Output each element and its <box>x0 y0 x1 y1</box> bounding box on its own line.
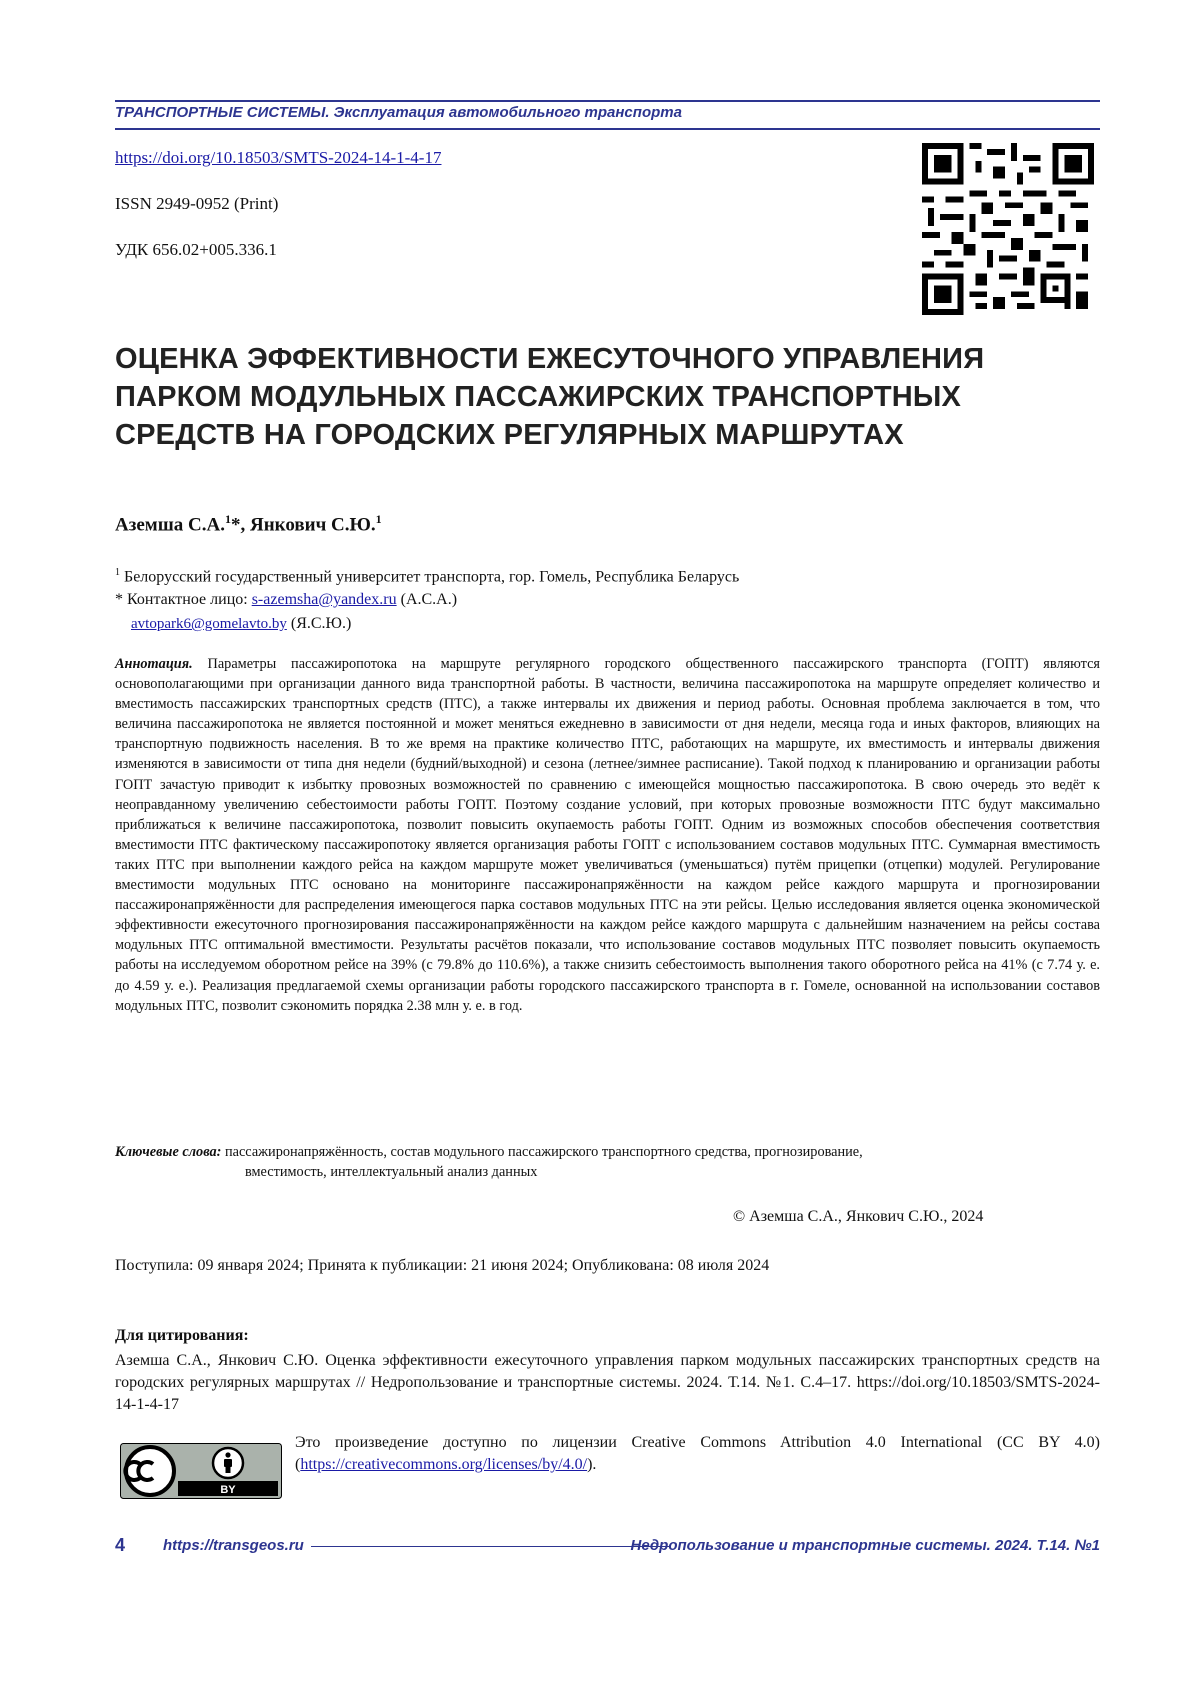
contact-line <box>115 591 457 609</box>
license-suffix: ). <box>587 1456 597 1473</box>
copyright: © Аземша С.А., Янкович С.Ю., 2024 <box>733 1208 984 1225</box>
license-text <box>295 1432 1100 1476</box>
journal-section-header: ТРАНСПОРТНЫЕ СИСТЕМЫ. Эксплуатация автомобильного транспорта <box>115 104 682 121</box>
header-rule-bottom <box>115 128 1100 130</box>
email-2-owner: (Я.С.Ю.) <box>286 615 352 632</box>
license-link[interactable]: https://creativecommons.org/licenses/by/4.0/ <box>300 1456 588 1473</box>
citation-text: Аземша С.А., Янкович С.Ю. Оценка эффективности ежесуточного управления парком модульных пассажирских транспортных средств на городских регулярных маршрутах // Недропользование и транспортные системы. 2024. Т.14. №1. С.4–17. https://doi.org/10.18503/SMTS-2024-14-1-4-17 <box>115 1352 1100 1413</box>
email-link-1[interactable]: s-azemsha@yandex.ru <box>251 591 397 608</box>
keywords <box>115 1142 1100 1182</box>
abstract <box>115 654 1100 1016</box>
authors <box>115 512 382 536</box>
contact-label: * Контактное лицо: <box>115 591 252 608</box>
keywords-label: Ключевые слова: <box>115 1144 222 1160</box>
issn: ISSN 2949-0952 (Print) <box>115 194 279 213</box>
author-2-affiliation-mark: 1 <box>375 512 382 526</box>
page-number: 4 <box>115 1535 126 1555</box>
affiliation-text: Белорусский государственный университет транспорта, гор. Гомель, Республика Беларусь <box>120 568 740 586</box>
udk: УДК 656.02+005.336.1 <box>115 240 277 259</box>
header-rule-top <box>115 100 1100 102</box>
cc-badge-label: BY <box>220 1484 236 1496</box>
footer-journal-name: Недропользование и транспортные системы. 2024. Т.14. №1 <box>630 1537 1100 1554</box>
email-1-owner: (А.С.А.) <box>396 591 458 608</box>
abstract-label: Аннотация. <box>115 656 193 672</box>
corresponding-mark: *, <box>230 514 250 536</box>
cc-by-license-icon[interactable] <box>120 1443 282 1499</box>
affiliation <box>115 567 739 586</box>
author-1-affiliation-mark: 1 <box>224 512 231 526</box>
author-2: Янкович С.Ю. <box>249 514 376 536</box>
doi-line <box>115 148 441 168</box>
contact-line-2 <box>131 615 351 633</box>
license-statement: Это произведение доступно по лицензии Creative Commons Attribution 4.0 International (CC BY 4.0) ( <box>295 1434 1100 1473</box>
doi-link[interactable]: https://doi.org/10.18503/SMTS-2024-14-1-4-17 <box>115 148 442 167</box>
email-link-2[interactable]: avtopark6@gomelavto.by <box>131 616 287 632</box>
page-footer <box>115 1535 1100 1557</box>
footer-site-link[interactable]: https://transgeos.ru <box>163 1537 304 1554</box>
keywords-line-2: вместимость, интеллектуальный анализ данных <box>245 1164 538 1180</box>
affiliation-mark: 1 <box>115 567 120 578</box>
qr-code-icon <box>922 143 1094 315</box>
abstract-text: Параметры пассажиропотока на маршруте регулярного городского общественного пассажирского транспорта (ГОПТ) являются основополагающими при организации данного вида транспортной работы. В частности, величина пассажиропотока на маршруте определяет количество и вместимость пассажирских транспортных средств (ПТС), а также интервалы их движения и период работы. Основная проблема заключается в том, что величина пассажиропотока не является постоянной и может меняться ежедневно в зависимости от дня недели, месяца года и иных факторов, влияющих на транспортную подвижность населения. В то же время на практике количество ПТС, работающих на маршруте, их вместимость и интервалы движения изменяются в зависимости от типа дня недели (будний/выходной) и сезона (летнее/зимнее расписание). Такой подход к планированию и организации работы ГОПТ зачастую приводит к избытку провозных возможностей по сравнению с имеющейся мощностью пассажиропотока. В свою очередь это ведёт к неоправданному увеличению себестоимости работы ГОПТ. Поэтому создание условий, при которых провозные возможности ПТС будут максимально приближаться к величине пассажиропотока, позволит повысить окупаемость работы ГОПТ. Одним из возможных способов обеспечения соответствия вместимости ПТС фактическому пассажиропотоку является организация работы ГОПТ с использованием составов модульных ПТС. Суммарная вместимость таких ПТС при выполнении каждого рейса на каждом маршруте может увеличиваться (уменьшаться) путём прицепки (отцепки) модулей. Регулирование вместимости модульных ПТС основано на мониторинге пассажиронапряжённости на каждом рейсе каждого маршрута и прогнозировании пассажиронапряжённости для распределения имеющегося парка составов модульных ПТС на эти рейсы. Целью исследования является оценка экономической эффективности ежесуточного прогнозирования пассажиронапряжённости на каждом рейсе каждого маршрута с дальнейшим назначением на рейсы состава модульных ПТС оптимальной вместимости. Результаты расчётов показали, что использование составов модульных ПТС позволяет повысить окупаемость работы на исследуемом оборотном рейсе на 39% (с 79.8% до 110.6%), а также снизить себестоимость выполнения такого оборотного рейса на 41% (с 7.74 у. е. до 4.59 у. е.). Реализация предлагаемой схемы организации работы городского пассажирского транспорта в г. Гомеле, основанной на использовании составов модульных ПТС, позволит сэкономить порядка 2.38 млн у. е. в год. <box>115 656 1100 1014</box>
author-1: Аземша С.А. <box>115 514 225 536</box>
citation-heading: Для цитирования: <box>115 1327 249 1344</box>
footer-rule <box>311 1546 671 1547</box>
keywords-line-1: пассажиронапряжённость, состав модульного пассажирского транспортного средства, прогнозирование, <box>221 1144 863 1160</box>
article-title: ОЦЕНКА ЭФФЕКТИВНОСТИ ЕЖЕСУТОЧНОГО УПРАВЛЕНИЯ ПАРКОМ МОДУЛЬНЫХ ПАССАЖИРСКИХ ТРАНСПОРТНЫХ СРЕДСТВ НА ГОРОДСКИХ РЕГУЛЯРНЫХ МАРШРУТАХ <box>115 343 985 451</box>
publication-dates: Поступила: 09 января 2024; Принята к публикации: 21 июня 2024; Опубликована: 08 июля 2024 <box>115 1257 770 1274</box>
